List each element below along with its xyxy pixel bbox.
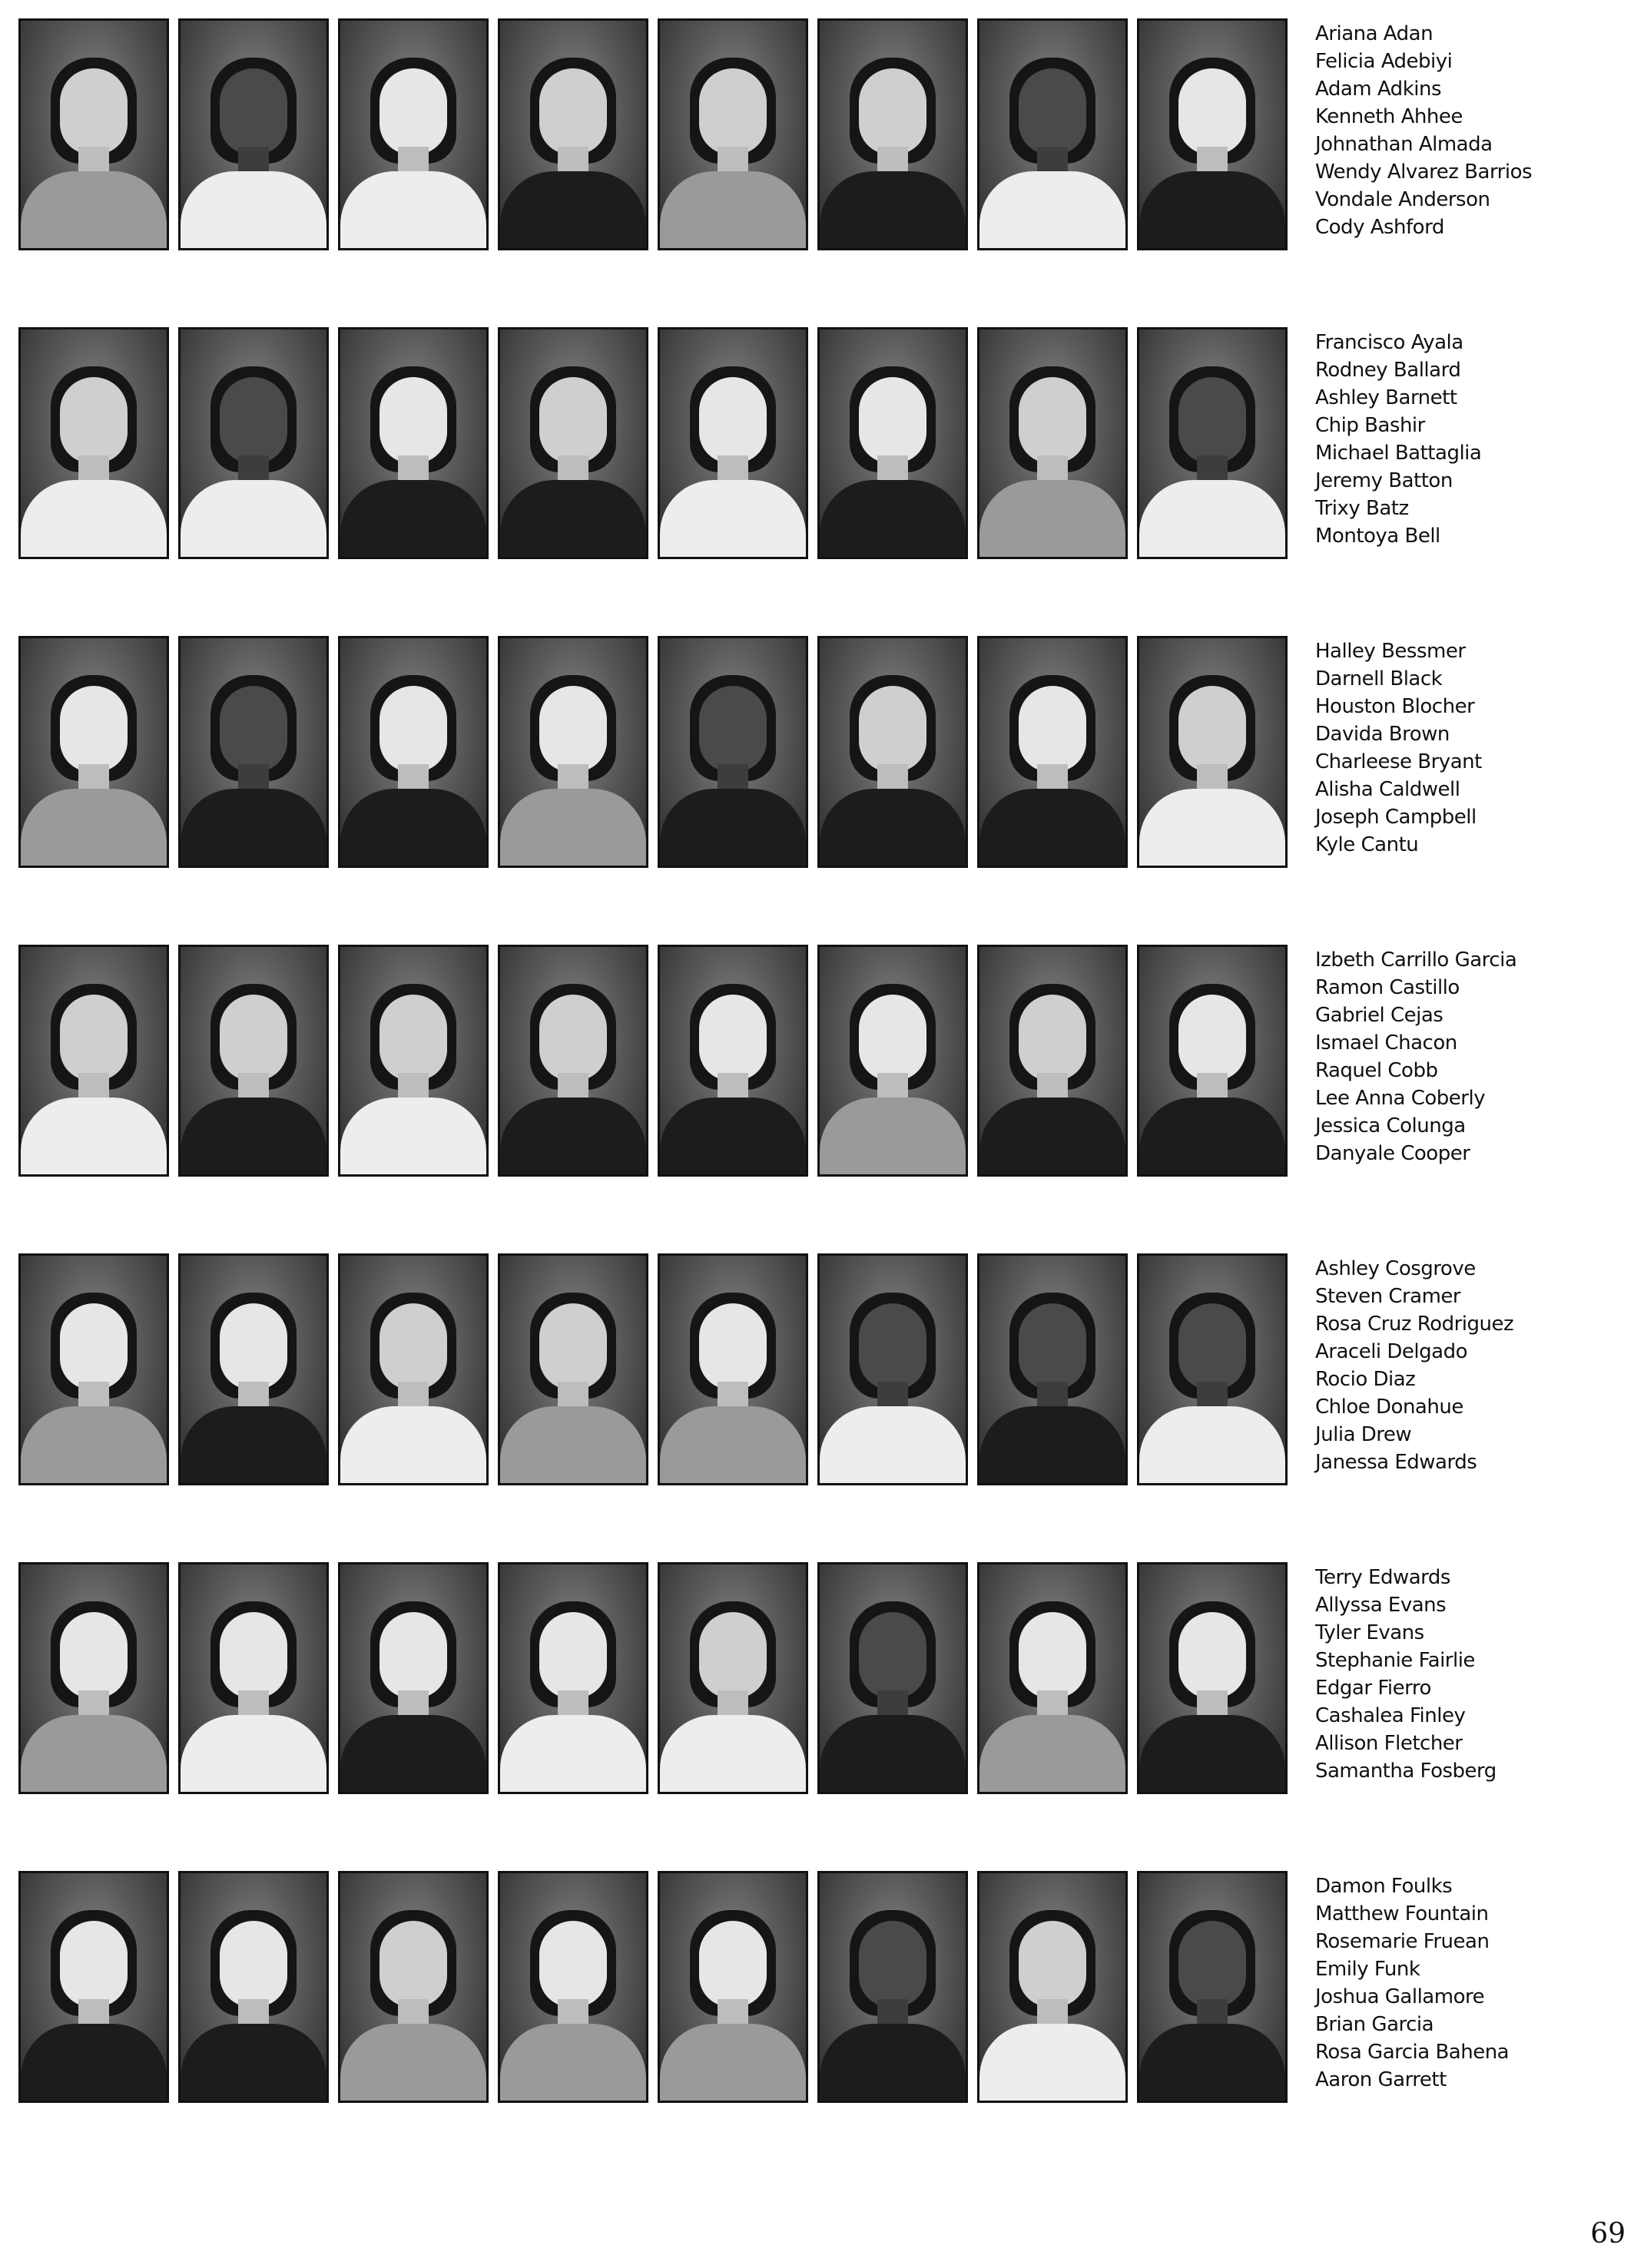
student-row: [18, 945, 1632, 1178]
student-name: Terry Edwards: [1315, 1566, 1450, 1589]
student-name: Trixy Batz: [1315, 497, 1409, 520]
student-portrait: [18, 945, 169, 1177]
student-portrait: [178, 1562, 329, 1794]
student-portrait: [178, 636, 329, 868]
student-portrait: [977, 1871, 1128, 2103]
student-name: Gabriel Cejas: [1315, 1004, 1443, 1027]
portrait-strip: [18, 636, 1294, 869]
student-portrait: [178, 945, 329, 1177]
student-portrait: [1137, 1562, 1288, 1794]
student-portrait: [338, 18, 489, 250]
student-portrait: [658, 18, 808, 250]
student-row: [18, 636, 1632, 869]
student-name: Rosa Garcia Bahena: [1315, 2041, 1510, 2064]
student-name: Joseph Campbell: [1315, 806, 1477, 829]
student-name: Jeremy Batton: [1315, 469, 1453, 492]
student-portrait: [977, 945, 1128, 1177]
student-portrait: [18, 1253, 169, 1485]
student-row: [18, 18, 1632, 252]
portrait-strip: [18, 1253, 1294, 1487]
student-name: Joshua Gallamore: [1315, 1985, 1485, 2008]
student-name: Jessica Colunga: [1315, 1114, 1466, 1137]
student-name: Julia Drew: [1315, 1423, 1412, 1446]
student-name: Araceli Delgado: [1315, 1340, 1467, 1363]
student-portrait: [817, 1253, 968, 1485]
student-name: Houston Blocher: [1315, 695, 1475, 718]
student-name: Johnathan Almada: [1315, 133, 1493, 156]
portrait-strip: [18, 18, 1294, 252]
student-name: Tyler Evans: [1315, 1621, 1424, 1644]
student-portrait: [178, 327, 329, 559]
student-name: Lee Anna Coberly: [1315, 1087, 1486, 1110]
student-name: Alisha Caldwell: [1315, 778, 1460, 801]
student-portrait: [1137, 636, 1288, 868]
student-name: Ashley Barnett: [1315, 386, 1457, 409]
student-name: Kenneth Ahhee: [1315, 105, 1463, 128]
student-portrait: [498, 1253, 648, 1485]
student-name-list: [1315, 329, 1638, 550]
student-name: Davida Brown: [1315, 723, 1450, 746]
student-portrait: [498, 1871, 648, 2103]
student-portrait: [18, 327, 169, 559]
student-name-list: [1315, 1564, 1638, 1785]
student-name: Darnell Black: [1315, 667, 1443, 690]
student-name: Damon Foulks: [1315, 1875, 1453, 1898]
student-name: Kyle Cantu: [1315, 833, 1419, 856]
student-name-list: [1315, 20, 1638, 241]
student-portrait: [1137, 18, 1288, 250]
student-portrait: [658, 1871, 808, 2103]
page-number: 69: [1590, 2218, 1626, 2250]
student-name: Francisco Ayala: [1315, 331, 1463, 354]
portrait-strip: [18, 1871, 1294, 2104]
student-name: Cody Ashford: [1315, 216, 1444, 239]
student-portrait: [977, 327, 1128, 559]
portrait-strip: [18, 945, 1294, 1178]
student-name: Felicia Adebiyi: [1315, 50, 1453, 73]
student-name: Halley Bessmer: [1315, 640, 1466, 663]
student-name: Rosemarie Fruean: [1315, 1930, 1490, 1953]
portrait-strip: [18, 1562, 1294, 1796]
student-name: Ramon Castillo: [1315, 976, 1460, 999]
student-portrait: [1137, 945, 1288, 1177]
student-portrait: [1137, 1871, 1288, 2103]
student-name: Aaron Garrett: [1315, 2068, 1447, 2091]
student-name: Emily Funk: [1315, 1958, 1420, 1981]
student-portrait: [1137, 327, 1288, 559]
student-name-list: [1315, 1872, 1638, 2094]
student-name: Cashalea Finley: [1315, 1704, 1466, 1727]
student-portrait: [498, 1562, 648, 1794]
student-portrait: [658, 945, 808, 1177]
student-name: Allyssa Evans: [1315, 1594, 1447, 1617]
student-portrait: [338, 1253, 489, 1485]
student-portrait: [817, 636, 968, 868]
student-portrait: [178, 18, 329, 250]
student-name: Steven Cramer: [1315, 1285, 1461, 1308]
student-portrait: [338, 1562, 489, 1794]
student-name: Samantha Fosberg: [1315, 1760, 1497, 1783]
student-name: Charleese Bryant: [1315, 750, 1482, 773]
student-portrait: [338, 636, 489, 868]
student-name: Michael Battaglia: [1315, 442, 1482, 465]
student-name: Izbeth Carrillo Garcia: [1315, 949, 1517, 972]
student-name: Adam Adkins: [1315, 78, 1441, 101]
student-name: Stephanie Fairlie: [1315, 1649, 1475, 1672]
student-portrait: [977, 1253, 1128, 1485]
student-name-list: [1315, 637, 1638, 859]
student-portrait: [18, 1562, 169, 1794]
student-row: [18, 327, 1632, 561]
student-name: Rosa Cruz Rodriguez: [1315, 1313, 1514, 1336]
student-name: Allison Fletcher: [1315, 1732, 1463, 1755]
student-portrait: [817, 945, 968, 1177]
student-name: Brian Garcia: [1315, 2013, 1434, 2036]
student-name: Montoya Bell: [1315, 525, 1440, 548]
student-name: Chloe Donahue: [1315, 1396, 1463, 1419]
student-portrait: [817, 1871, 968, 2103]
student-name: Vondale Anderson: [1315, 188, 1490, 211]
student-portrait: [18, 636, 169, 868]
student-portrait: [658, 1253, 808, 1485]
student-portrait: [817, 18, 968, 250]
student-portrait: [338, 945, 489, 1177]
student-name: Danyale Cooper: [1315, 1142, 1470, 1165]
student-portrait: [977, 636, 1128, 868]
student-name: Rodney Ballard: [1315, 359, 1461, 382]
student-portrait: [178, 1871, 329, 2103]
student-name-list: [1315, 946, 1638, 1167]
student-portrait: [977, 1562, 1128, 1794]
student-portrait: [817, 1562, 968, 1794]
student-row: [18, 1871, 1632, 2104]
student-portrait: [977, 18, 1128, 250]
student-name: Edgar Fierro: [1315, 1677, 1431, 1700]
student-portrait: [498, 945, 648, 1177]
student-portrait: [178, 1253, 329, 1485]
student-portrait: [338, 327, 489, 559]
student-row: [18, 1562, 1632, 1796]
student-name: Chip Bashir: [1315, 414, 1425, 437]
student-portrait: [338, 1871, 489, 2103]
student-name: Ariana Adan: [1315, 22, 1434, 45]
student-name: Matthew Fountain: [1315, 1902, 1489, 1925]
student-portrait: [498, 327, 648, 559]
student-row: [18, 1253, 1632, 1487]
student-name: Wendy Alvarez Barrios: [1315, 161, 1533, 184]
student-portrait: [498, 18, 648, 250]
student-name: Raquel Cobb: [1315, 1059, 1438, 1082]
student-name: Ashley Cosgrove: [1315, 1257, 1476, 1280]
student-portrait: [658, 636, 808, 868]
student-name-list: [1315, 1255, 1638, 1476]
student-portrait: [1137, 1253, 1288, 1485]
student-portrait: [18, 18, 169, 250]
student-name: Janessa Edwards: [1315, 1451, 1477, 1474]
student-portrait: [658, 327, 808, 559]
portrait-strip: [18, 327, 1294, 561]
student-portrait: [18, 1871, 169, 2103]
student-name: Ismael Chacon: [1315, 1031, 1457, 1055]
student-portrait: [498, 636, 648, 868]
student-portrait: [817, 327, 968, 559]
student-name: Rocio Diaz: [1315, 1368, 1416, 1391]
student-portrait: [658, 1562, 808, 1794]
